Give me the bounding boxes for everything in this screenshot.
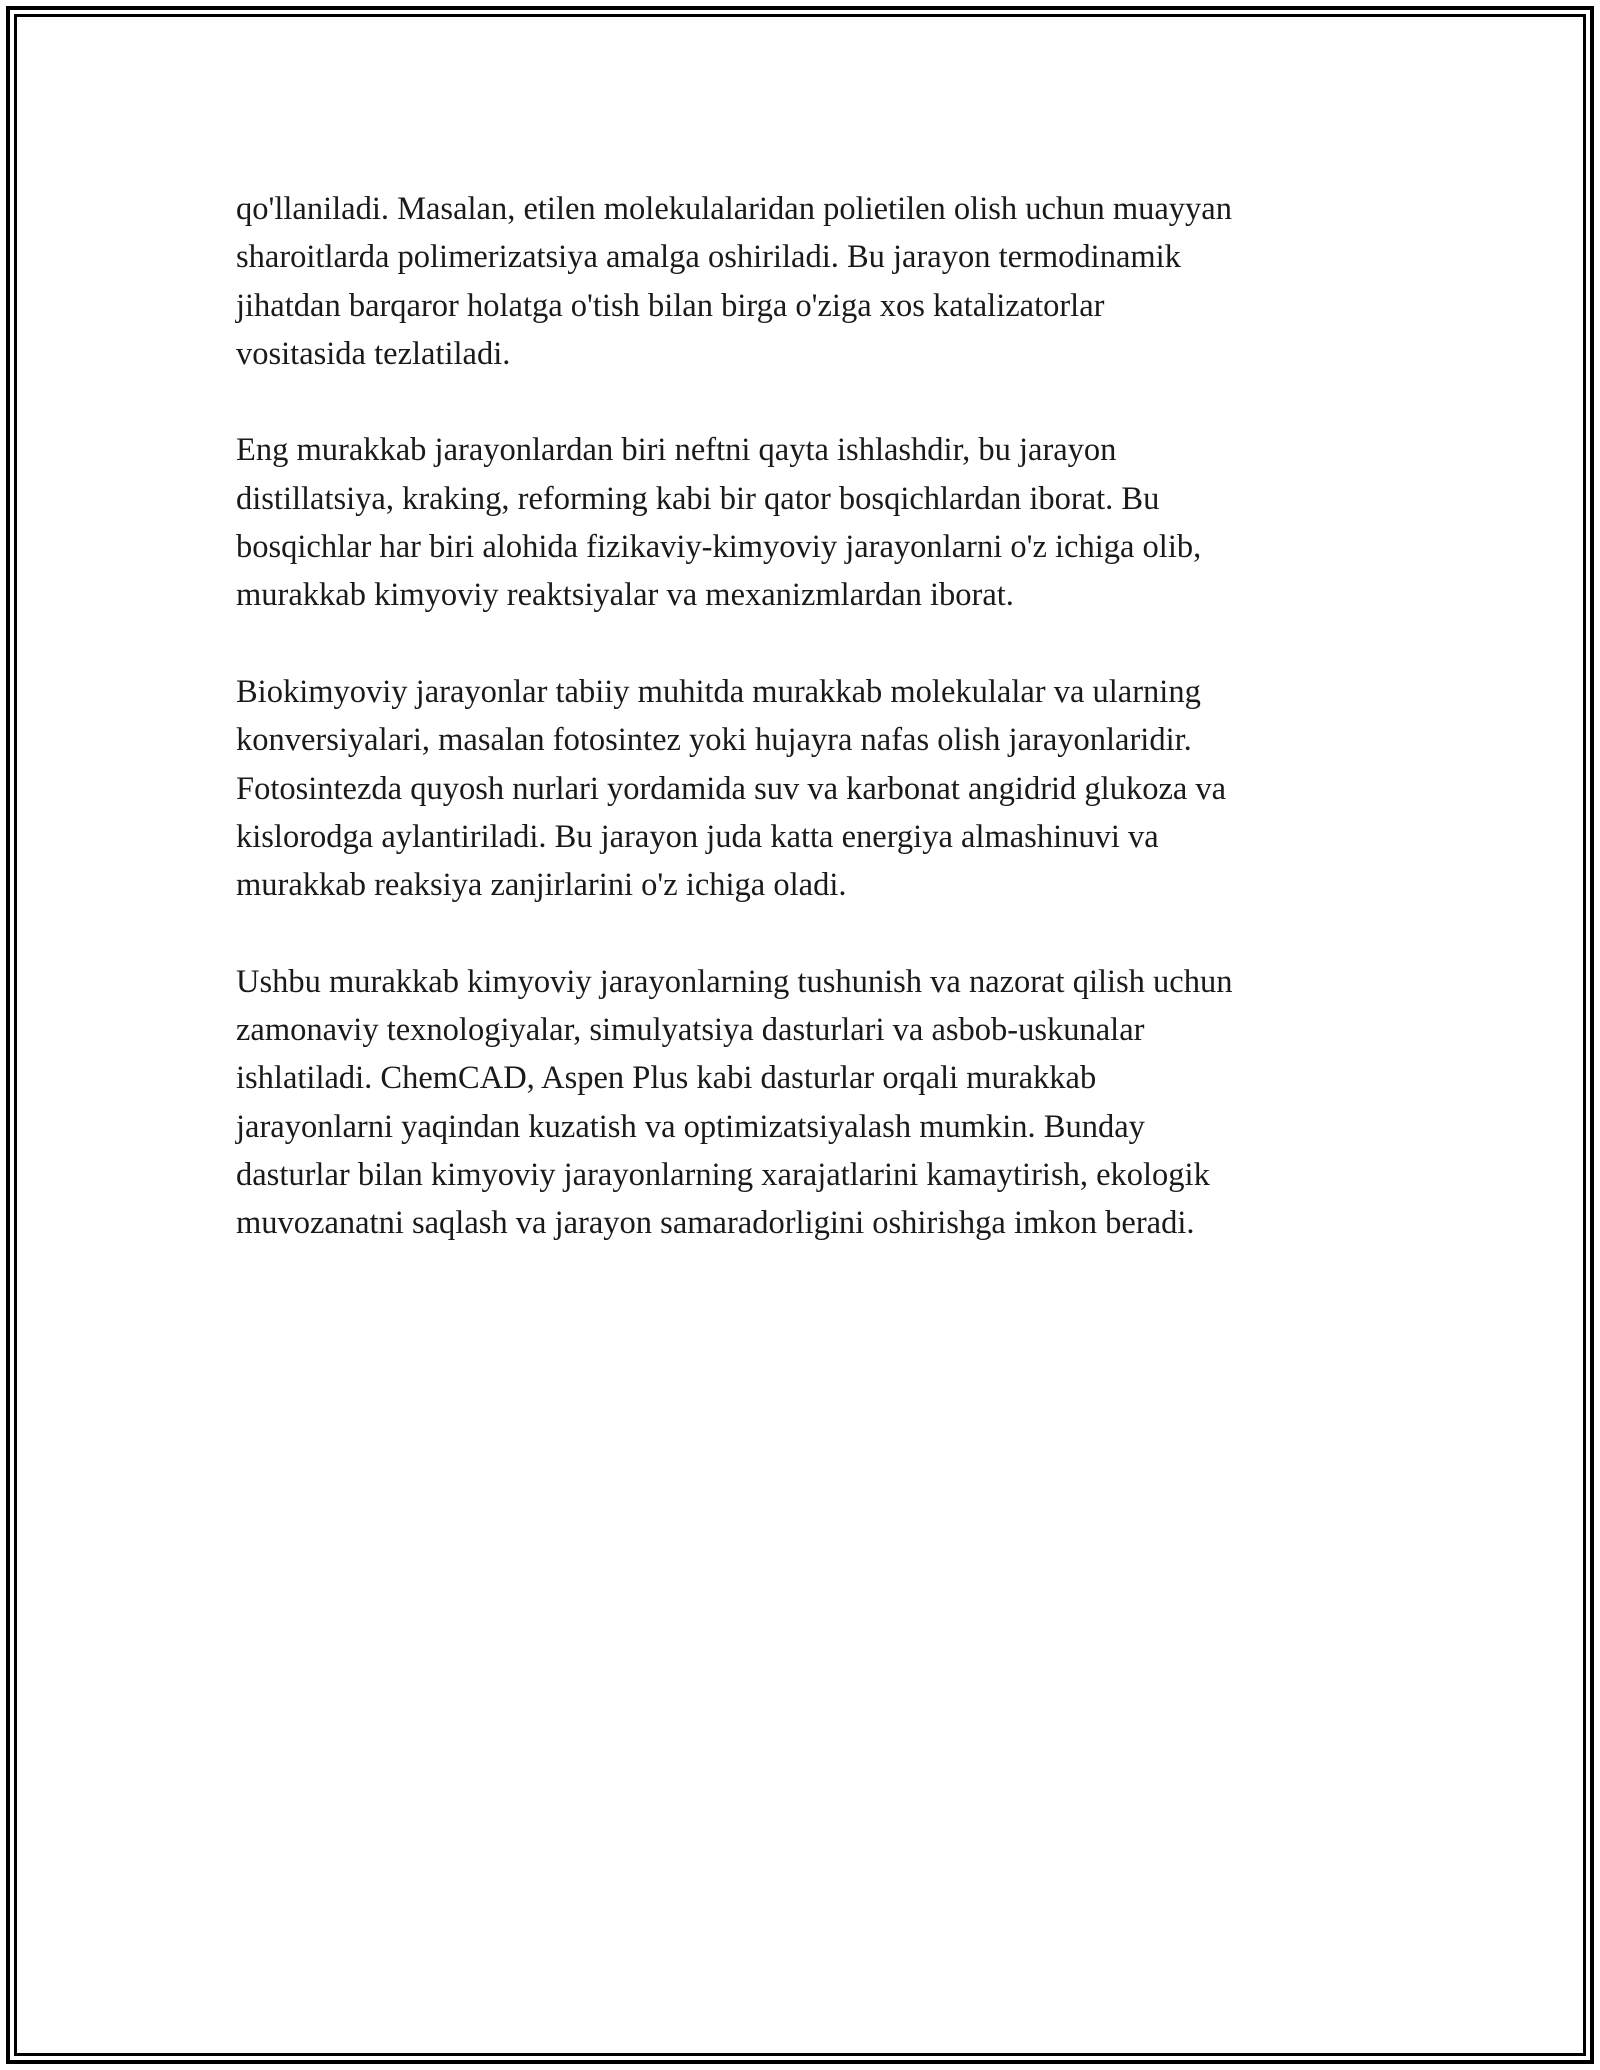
document-body bbox=[236, 185, 1386, 1296]
paragraph-3: Biokimyoviy jarayonlar tabiiy muhitda murakkab molekulalar va ularning konversiyalari, masalan fotosintez yoki hujayra nafas olish jarayonlaridir. Fotosintezda quyosh nurlari yordamida suv va karbonat angidrid glukoza va kislorodga aylantiriladi. Bu jarayon juda katta energiya almashinuvi va murakkab reaksiya zanjirlarini o'z ichiga oladi. bbox=[236, 673, 1227, 904]
paragraph-2: Eng murakkab jarayonlardan biri neftni qayta ishlashdir, bu jarayon distillatsiya, kraking, reforming kabi bir qator bosqichlardan iborat. Bu bosqichlar har biri alohida fizikaviy-kimyoviy jarayonlarni o'z ichiga olib, murakkab kimyoviy reaktsiyalar va mexanizmlardan iborat. bbox=[236, 432, 1202, 614]
paragraph-1: qo'llaniladi. Masalan, etilen molekulalaridan polietilen olish uchun muayyan sharoitlarda polimerizatsiya amalga oshiriladi. Bu jarayon termodinamik jihatdan barqaror holatga o'tish bilan birga o'ziga xos katalizatorlar vositasida tezlatiladi. bbox=[236, 191, 1232, 372]
paragraph-4: Ushbu murakkab kimyoviy jarayonlarning tushunish va nazorat qilish uchun zamonaviy texnologiyalar, simulyatsiya dasturlari va asbob-uskunalar ishlatiladi. ChemCAD, Aspen Plus kabi dasturlar orqali murakkab jarayonlarni yaqindan kuzatish va optimizatsiyalash mumkin. Bunday dasturlar bilan kimyoviy jarayonlarning xarajatlarini kamaytirish, ekologik muvozanatni saqlash va jarayon samaradorligini oshirishga imkon beradi. bbox=[236, 963, 1233, 1242]
